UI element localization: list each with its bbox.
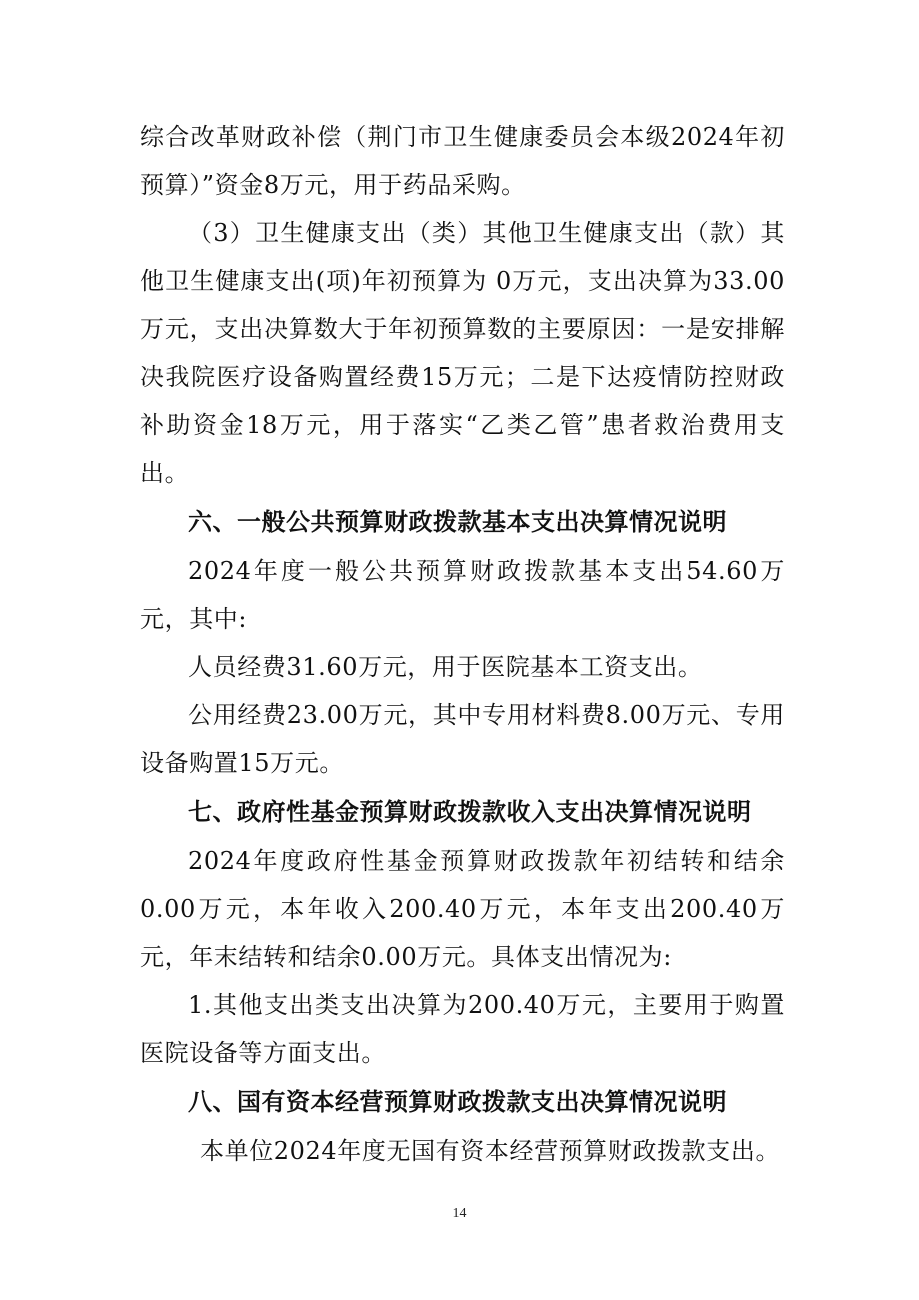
- section-heading-6: 六、一般公共预算财政拨款基本支出决算情况说明: [188, 508, 727, 536]
- paragraph-state-capital: 本单位2024年度无国有资本经营预算财政拨款支出。: [200, 1137, 781, 1165]
- document-body: [140, 113, 785, 1175]
- section-heading-7: 七、政府性基金预算财政拨款收入支出决算情况说明: [188, 798, 752, 826]
- paragraph-subsidy-continuation: 综合改革财政补偿（荆门市卫生健康委员会本级2024年初预算）”资金8万元，用于药品采购。: [140, 123, 785, 199]
- paragraph-other-health-expenditure: （3）卫生健康支出（类）其他卫生健康支出（款）其他卫生健康支出(项)年初预算为 0万元，支出决算为33.00万元，支出决算数大于年初预算数的主要原因：一是安排解决我院医疗设备购置经费15万元；二是下达疫情防控财政补助资金18万元，用于落实“乙类乙管”患者救治费用支出。: [140, 219, 785, 487]
- paragraph-public-expenses: 公用经费23.00万元，其中专用材料费8.00万元、专用设备购置15万元。: [140, 701, 785, 777]
- paragraph-government-fund: 2024年度政府性基金预算财政拨款年初结转和结余0.00万元，本年收入200.40万元，本年支出200.40万元，年末结转和结余0.00万元。具体支出情况为:: [140, 847, 785, 971]
- paragraph-basic-expenditure-total: 2024年度一般公共预算财政拨款基本支出54.60万元，其中:: [140, 557, 785, 633]
- section-heading-8: 八、国有资本经营预算财政拨款支出决算情况说明: [188, 1088, 727, 1116]
- page-number: 14: [452, 1206, 467, 1221]
- paragraph-personnel-expenses: 人员经费31.60万元，用于医院基本工资支出。: [188, 653, 703, 681]
- paragraph-other-expenditure: 1.其他支出类支出决算为200.40万元，主要用于购置医院设备等方面支出。: [140, 991, 785, 1067]
